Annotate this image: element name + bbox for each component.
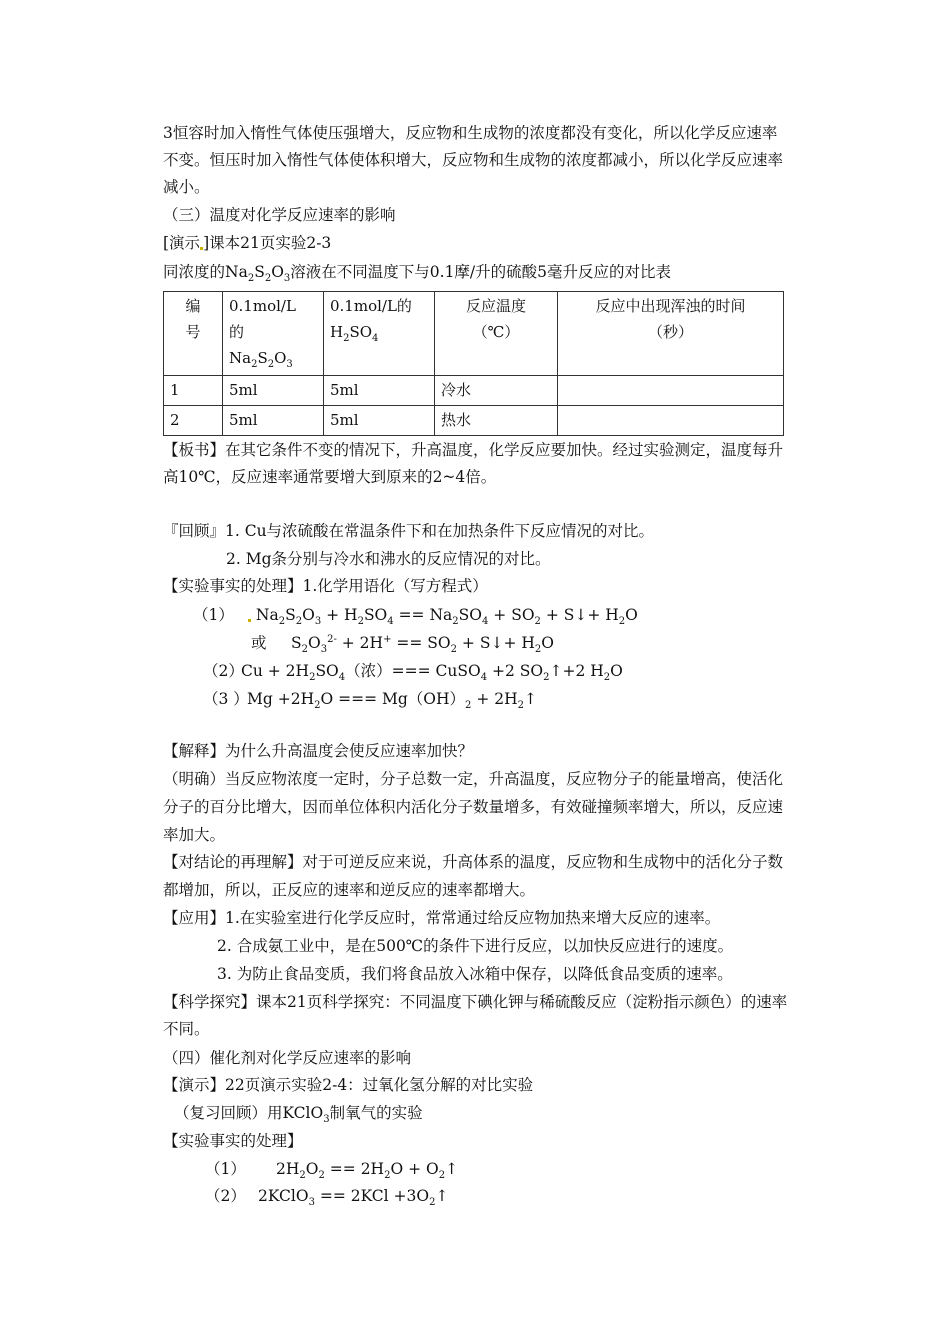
equation-4: $Mg +2H_2O$ === $Mg(OH)_2$ + $2H_2↑$ [247,690,537,712]
cell-time [558,406,784,436]
equation-3: $Cu + 2H_2SO_4$（浓）=== CuSO$_4$ +2 $SO_2↑+2$ $H_2O$ [241,662,623,684]
equation-label: （1） [205,1160,246,1178]
equation-6: 2KClO$_3$ == $2KCl +3O_2↑$ [258,1187,449,1209]
review2-line: （复习回顾）用KClO$_3$制氧气的实验 [174,1104,423,1126]
para-line: 3恒容时加入惰性气体使压强增大，反应物和生成物的浓度都没有变化，所以化学反应速率 [163,124,778,142]
review-line: 2. Mg条分别与冷水和沸水的反应情况的对比。 [226,550,551,568]
header-cell-na2s2o3: 0.1mol/L 的 $Na_2S_2O_3$ [223,292,324,376]
board-line: 【板书】在其它条件不变的情况下，升高温度，化学反应要加快。经过实验测定，温度每升 [163,441,784,459]
header-cell-h2so4: 0.1mol/L的 $H_2SO_4$ [324,292,435,376]
section-title: （四）催化剂对化学反应速率的影响 [163,1049,412,1067]
rethink-line: 【对结论的再理解】对于可逆反应来说，升高体系的温度，反应物和生成物中的活化分子数 [163,853,784,871]
header-cell-temperature: 反应温度 （℃） [435,292,558,376]
explain-line: 率加大。 [163,826,226,844]
para-line: 减小。 [163,178,210,196]
table-header-row [164,292,784,376]
equation-2: $S_2O_3^{2-} + 2H^+ == SO_2$ + S↓+ $H_2O$ [291,633,554,656]
section-title: （三）温度对化学反应速率的影响 [163,206,396,224]
cell-volume-a: 5ml [223,376,324,406]
cell-volume-b: 5ml [324,406,435,436]
cell-volume-a: 5ml [223,406,324,436]
apply-line: 3. 为防止食品变质，我们将食品放入冰箱中保存，以降低食品变质的速率。 [217,965,733,983]
apply-line: 【应用】1.在实验室进行化学反应时，常常通过给反应物加热来增大反应的速率。 [163,909,721,927]
table-caption: 同浓度的$Na_2S_2O_3$溶液在不同温度下与0.1摩/升的硫酸5毫升反应的对比表 [163,263,672,285]
cell-number: 2 [164,406,223,436]
fact-title: 【实验事实的处理】 [163,1132,303,1150]
cell-temperature: 冷水 [435,376,558,406]
explain-line: 分子的百分比增大，因而单位体积内活化分子数量增多，有效碰撞频率增大，所以，反应速 [163,798,784,816]
demo-line: [演示 ]课本21页实验2-3 [163,234,332,252]
cell-volume-b: 5ml [324,376,435,406]
equation-5: $2H_2O_2 == 2H_2O$ + $O_2↑$ [276,1160,459,1182]
table-row [164,406,784,436]
inquiry-line: 【科学探究】课本21页科学探究：不同温度下碘化钾与稀硫酸反应（淀粉指示颜色）的速率 [163,993,788,1011]
comparison-table [163,291,784,436]
para-line: 不变。恒压时加入惰性气体使体积增大，反应物和生成物的浓度都减小，所以化学反应速率 [163,151,784,169]
apply-line: 2. 合成氨工业中，是在500℃的条件下进行反应，以加快反应进行的速度。 [217,937,734,955]
review-line: 『回顾』1. Cu与浓硫酸在常温条件下和在加热条件下反应情况的对比。 [163,522,655,540]
demo-line: 【演示】22页演示实验2-4：过氧化氢分解的对比实验 [163,1076,534,1094]
cell-time [558,376,784,406]
cell-number: 1 [164,376,223,406]
inquiry-line: 不同。 [163,1020,210,1038]
rethink-line: 都增加，所以，正反应的速率和逆反应的速率都增大。 [163,881,536,899]
cell-temperature: 热水 [435,406,558,436]
equation-label: （2） [205,1187,246,1205]
fact-title: 【实验事实的处理】1.化学用语化（写方程式） [163,577,488,595]
explain-line: （明确）当反应物浓度一定时，分子总数一定，升高温度，反应物分子的能量增高，使活化 [163,770,784,788]
equation-label: （3 ） [203,690,249,708]
explain-question: 【解释】为什么升高温度会使反应速率加快？ [163,742,474,760]
marker-dot [248,619,251,622]
header-cell-time: 反应中出现浑浊的时间 （秒） [558,292,784,376]
equation-label: （1） [193,606,234,624]
equation-label: 或 [251,634,267,652]
equation-1: $Na_2S_2O_3 + H_2SO_4 == Na_2SO_4 + SO_2$ + S↓+ $H_2O$ [248,605,638,625]
board-line: 高10℃，反应速率通常要增大到原来的2~4倍。 [163,468,497,486]
header-cell-number: 编 号 [164,292,223,376]
table-row [164,376,784,406]
equation-label: （2） [203,662,244,680]
